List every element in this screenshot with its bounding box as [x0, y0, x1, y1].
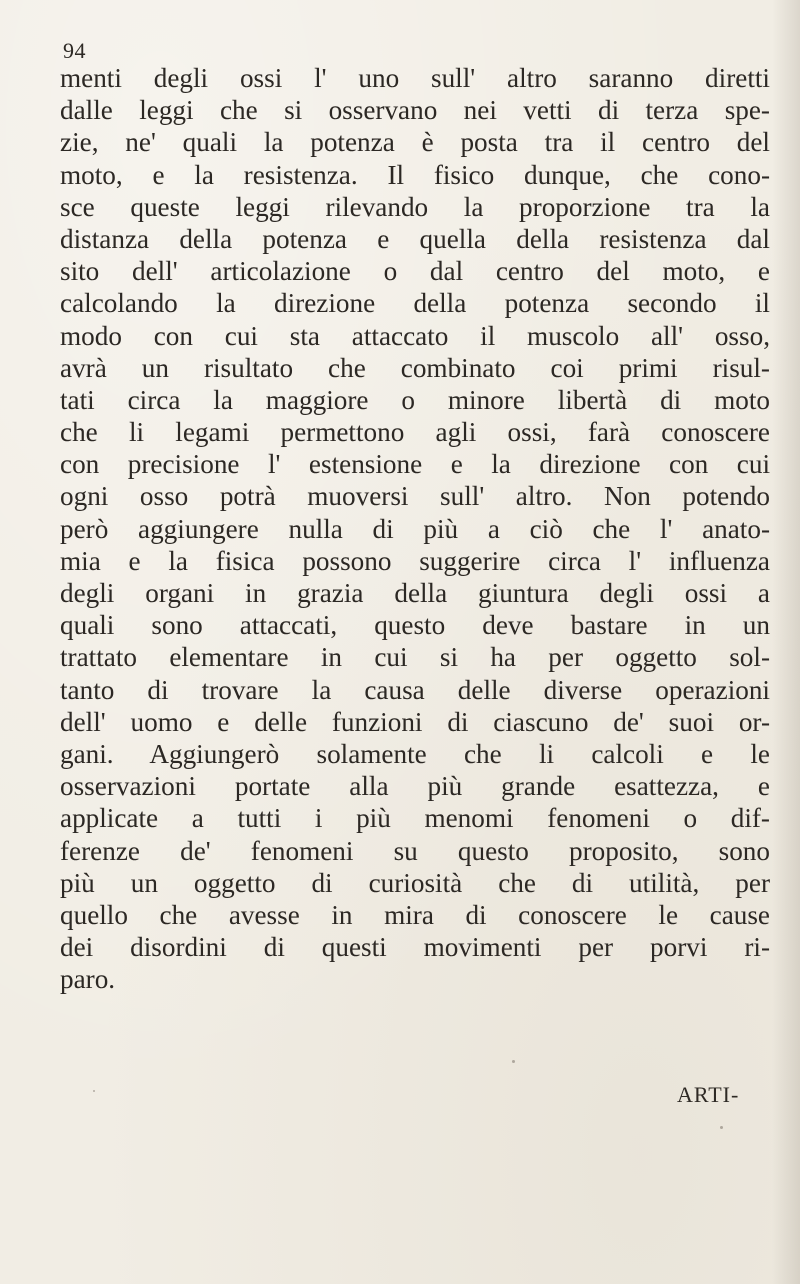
text-line: menti degli ossi l' uno sull' altro saranno diretti [60, 63, 770, 93]
text-line: che li legami permettono agli ossi, farà conoscere [60, 417, 770, 448]
text-line: degli organi in grazia della giuntura degli ossi a [60, 578, 770, 608]
paper-speck [720, 1126, 723, 1129]
text-line: sce queste leggi rilevando la proporzione tra la [60, 191, 770, 222]
text-line: modo con cui sta attaccato il muscolo all' osso, [60, 320, 770, 351]
text-line: quello che avesse in mira di conoscere le cause [60, 899, 770, 930]
text-line: sito dell' articolazione o dal centro del moto, e [60, 256, 770, 287]
text-line: dei disordini di questi movimenti per porvi ri- [60, 932, 770, 963]
page-edge-shadow [772, 0, 800, 1284]
text-line: dalle leggi che si osservano nei vetti di terza spe- [60, 95, 770, 126]
catchword: ARTI- [677, 1082, 740, 1107]
page-number: 94 [63, 38, 86, 63]
text-line: più un oggetto di curiosità che di utilità, per [60, 867, 770, 898]
text-line: zie, ne' quali la potenza è posta tra il centro del [60, 127, 770, 158]
paper-speck [93, 1090, 95, 1092]
text-line: però aggiungere nulla di più a ciò che l' anato- [60, 513, 770, 544]
text-line: dell' uomo e delle funzioni di ciascuno de' suoi or- [60, 706, 770, 737]
text-line: moto, e la resistenza. Il fisico dunque, che cono- [60, 159, 770, 190]
text-line: applicate a tutti i più menomi fenomeni o dif- [60, 803, 770, 834]
paper-speck [512, 1060, 515, 1063]
body-text [60, 62, 770, 995]
text-line: mia e la fisica possono suggerire circa l' influenza [60, 545, 770, 576]
text-line: trattato elementare in cui si ha per oggetto sol- [60, 642, 770, 673]
text-line: tanto di trovare la causa delle diverse operazioni [60, 674, 770, 705]
text-line: con precisione l' estensione e la direzione con cui [60, 449, 770, 480]
text-line: avrà un risultato che combinato coi primi risul- [60, 352, 770, 383]
text-line: tati circa la maggiore o minore libertà di moto [60, 384, 770, 415]
text-line: ogni osso potrà muoversi sull' altro. Non potendo [60, 481, 770, 512]
text-line: osservazioni portate alla più grande esattezza, e [60, 771, 770, 802]
text-line: calcolando la direzione della potenza secondo il [60, 288, 770, 319]
text-line: ferenze de' fenomeni su questo proposito, sono [60, 835, 770, 866]
text-line: gani. Aggiungerò solamente che li calcoli e le [60, 738, 770, 769]
text-line: distanza della potenza e quella della resistenza dal [60, 223, 770, 254]
text-line: paro. [60, 964, 116, 995]
text-line: quali sono attaccati, questo deve bastare in un [60, 610, 770, 641]
